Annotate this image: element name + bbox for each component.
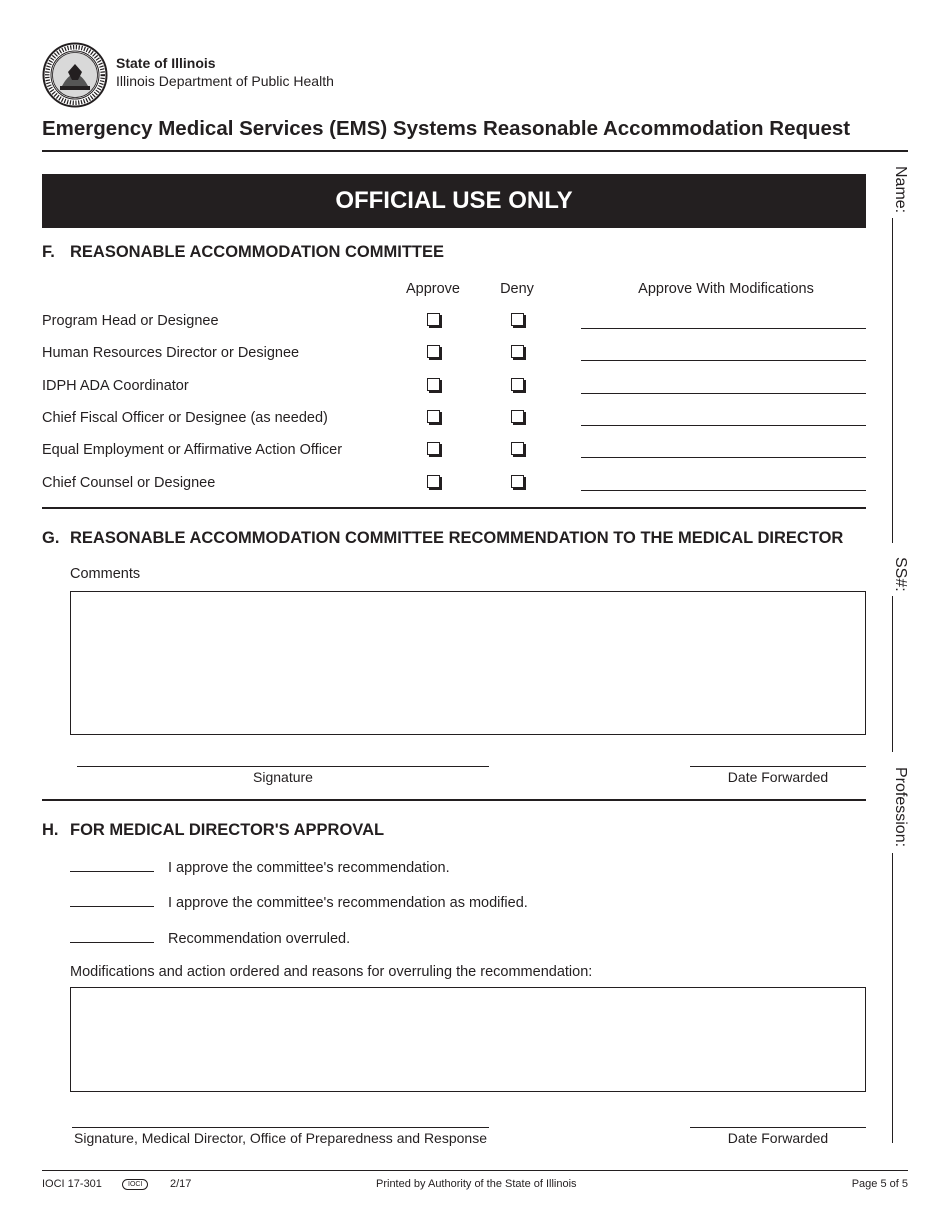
modifications-line[interactable] bbox=[581, 328, 866, 329]
agency-state: State of Illinois bbox=[116, 55, 216, 71]
modifications-line[interactable] bbox=[581, 360, 866, 361]
director-signature-label: Signature, Medical Director, Office of Preparedness and Response bbox=[74, 1130, 487, 1146]
approve-checkbox[interactable] bbox=[427, 442, 440, 455]
deny-checkbox[interactable] bbox=[511, 410, 524, 423]
section-g-heading bbox=[42, 529, 843, 548]
modifications-line[interactable] bbox=[581, 490, 866, 491]
printed-by: Printed by Authority of the State of Illinois bbox=[376, 1178, 577, 1190]
section-f-heading bbox=[42, 243, 444, 262]
modifications-line[interactable] bbox=[581, 393, 866, 394]
committee-row-label: Human Resources Director or Designee bbox=[42, 345, 300, 361]
approve-checkbox[interactable] bbox=[427, 345, 440, 358]
section-h-title: FOR MEDICAL DIRECTOR'S APPROVAL bbox=[70, 821, 385, 839]
section-g-letter: G. bbox=[42, 529, 60, 547]
deny-checkbox[interactable] bbox=[511, 378, 524, 391]
title-rule bbox=[42, 150, 908, 152]
sidebar-name-line[interactable] bbox=[892, 218, 893, 543]
revision-date: 2/17 bbox=[170, 1178, 192, 1190]
approve-checkbox[interactable] bbox=[427, 378, 440, 391]
approve-checkbox[interactable] bbox=[427, 410, 440, 423]
footer-rule bbox=[42, 1170, 908, 1171]
modifications-field[interactable] bbox=[70, 987, 866, 1092]
modifications-label: Modifications and action ordered and reasons for overruling the recommendation: bbox=[70, 964, 593, 980]
section-h-letter: H. bbox=[42, 821, 59, 839]
sidebar-profession-line[interactable] bbox=[892, 853, 893, 1143]
column-approve: Approve bbox=[405, 281, 460, 297]
sidebar-ss-line[interactable] bbox=[892, 596, 893, 752]
approve-checkbox[interactable] bbox=[427, 313, 440, 326]
committee-row-label: Program Head or Designee bbox=[42, 313, 219, 329]
deny-checkbox[interactable] bbox=[511, 475, 524, 488]
deny-checkbox[interactable] bbox=[511, 313, 524, 326]
deny-checkbox[interactable] bbox=[511, 442, 524, 455]
sidebar-profession-label: Profession: bbox=[892, 767, 909, 848]
committee-row-label: Chief Fiscal Officer or Designee (as needed) bbox=[42, 410, 328, 426]
approval-initial-blank[interactable] bbox=[70, 930, 154, 943]
approval-initial-blank[interactable] bbox=[70, 894, 154, 907]
column-deny: Deny bbox=[500, 281, 534, 297]
director-date-line[interactable] bbox=[690, 1127, 866, 1128]
section-g-title: REASONABLE ACCOMMODATION COMMITTEE RECOMMENDATION TO THE MEDICAL DIRECTOR bbox=[70, 529, 844, 547]
section-f-rule bbox=[42, 507, 866, 509]
committee-row-label: IDPH ADA Coordinator bbox=[42, 378, 189, 394]
official-use-banner: OFFICIAL USE ONLY bbox=[42, 174, 866, 228]
committee-row-label: Chief Counsel or Designee bbox=[42, 475, 216, 491]
date-forwarded-label: Date Forwarded bbox=[727, 769, 829, 785]
date-forwarded-line[interactable] bbox=[690, 766, 866, 767]
deny-checkbox[interactable] bbox=[511, 345, 524, 358]
approval-option-text: I approve the committee's recommendation. bbox=[168, 860, 450, 876]
approval-option-text: Recommendation overruled. bbox=[168, 931, 351, 947]
section-f-title: REASONABLE ACCOMMODATION COMMITTEE bbox=[70, 243, 444, 261]
approval-initial-blank[interactable] bbox=[70, 859, 154, 872]
section-h-heading bbox=[42, 821, 384, 840]
form-number: IOCI 17-301 bbox=[42, 1178, 102, 1190]
agency-department: Illinois Department of Public Health bbox=[116, 73, 334, 89]
signature-line[interactable] bbox=[77, 766, 489, 767]
state-seal-icon bbox=[42, 42, 108, 108]
sidebar-ss-label: SS#: bbox=[892, 557, 909, 592]
section-f-letter: F. bbox=[42, 243, 55, 261]
sidebar-name-label: Name: bbox=[892, 166, 909, 214]
approval-option bbox=[70, 894, 528, 911]
approval-option-text: I approve the committee's recommendation as modified. bbox=[168, 895, 528, 911]
director-date-label: Date Forwarded bbox=[727, 1130, 829, 1146]
approval-option bbox=[70, 859, 450, 876]
comments-field[interactable] bbox=[70, 591, 866, 735]
committee-row-label: Equal Employment or Affirmative Action Officer bbox=[42, 442, 343, 458]
union-bug-logo: IOCI bbox=[122, 1179, 148, 1190]
column-approve-with-modifications: Approve With Modifications bbox=[638, 281, 814, 297]
modifications-line[interactable] bbox=[581, 457, 866, 458]
page-number: Page 5 of 5 bbox=[851, 1178, 908, 1190]
approval-option bbox=[70, 930, 350, 947]
modifications-line[interactable] bbox=[581, 425, 866, 426]
signature-label: Signature bbox=[253, 769, 313, 785]
approve-checkbox[interactable] bbox=[427, 475, 440, 488]
comments-label: Comments bbox=[70, 566, 141, 582]
section-g-rule bbox=[42, 799, 866, 801]
form-title: Emergency Medical Services (EMS) Systems Reasonable Accommodation Request bbox=[42, 117, 851, 140]
director-signature-line[interactable] bbox=[72, 1127, 489, 1128]
